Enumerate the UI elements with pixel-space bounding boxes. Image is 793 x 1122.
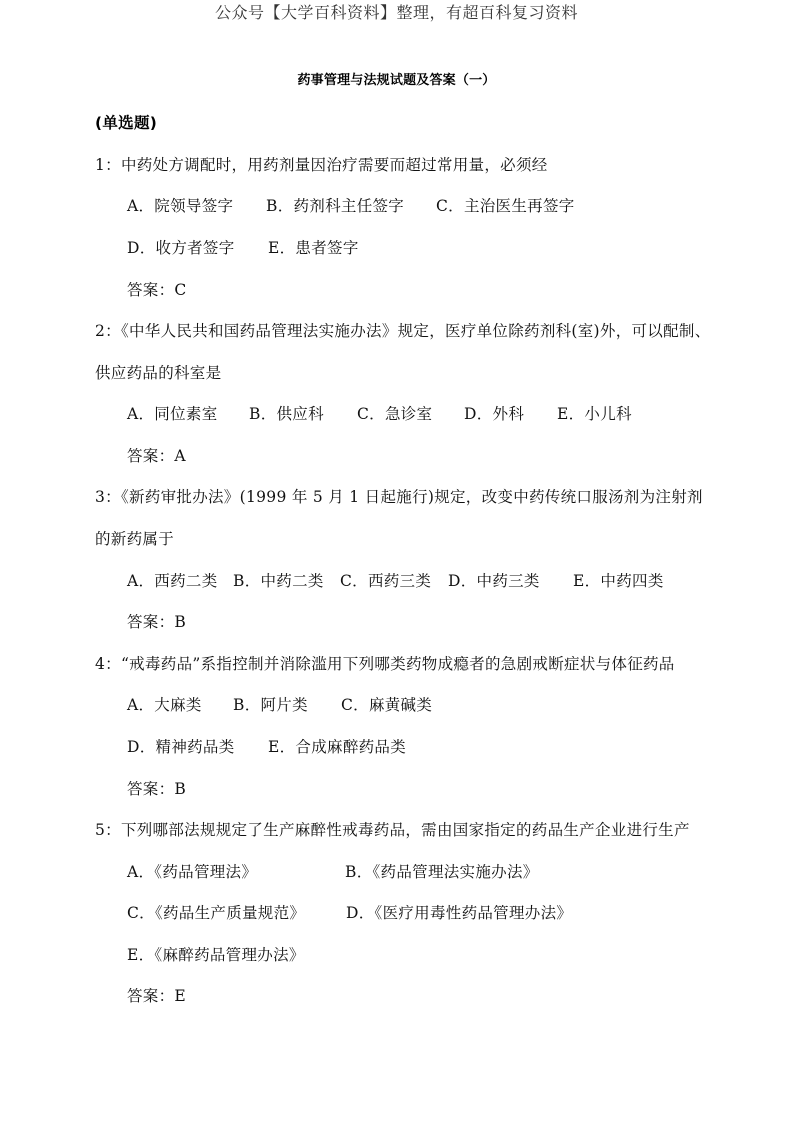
option-e: E．患者签字 xyxy=(268,239,359,257)
option-a: A．同位素室 xyxy=(127,405,218,423)
question-stem: 4：“戒毒药品”系指控制并消除滥用下列哪类药物成瘾者的急剧戒断症状与体征药品 xyxy=(95,655,675,673)
option-e: E．《麻醉药品管理办法》 xyxy=(127,946,305,964)
option-d: D．外科 xyxy=(464,405,525,423)
question-stem: 1：中药处方调配时，用药剂量因治疗需要而超过常用量，必须经 xyxy=(95,156,548,174)
question-stem-continued: 的新药属于 xyxy=(95,530,175,548)
option-b: B．药剂科主任签字 xyxy=(266,197,405,215)
answer: 答案：C xyxy=(127,281,187,299)
option-e: E．中药四类 xyxy=(573,572,664,590)
answer: 答案：B xyxy=(127,780,187,798)
option-c: C．《药品生产质量规范》 xyxy=(127,904,306,922)
option-a: A．院领导签字 xyxy=(127,197,234,215)
option-b: B．供应科 xyxy=(249,405,324,423)
option-e: E．小儿科 xyxy=(557,405,632,423)
option-c: C．急诊室 xyxy=(357,405,433,423)
option-b: B．中药二类 xyxy=(233,572,324,590)
document-title: 药事管理与法规试题及答案（一） xyxy=(297,73,496,88)
option-c: C．麻黄碱类 xyxy=(341,696,433,714)
question-stem: 5：下列哪部法规规定了生产麻醉性戒毒药品，需由国家指定的药品生产企业进行生产 xyxy=(95,821,690,839)
question-stem: 3：《新药审批办法》(1999 年 5 月 1 日起施行)规定，改变中药传统口服汤剂为注射剂 xyxy=(95,488,703,506)
option-d: D．收方者签字 xyxy=(127,239,235,257)
answer: 答案：E xyxy=(127,987,187,1005)
option-b: B．《药品管理法实施办法》 xyxy=(345,863,539,881)
answer: 答案：A xyxy=(127,447,186,465)
question-stem: 2：《中华人民共和国药品管理法实施办法》规定，医疗单位除药剂科(室)外，可以配制、 xyxy=(95,322,711,340)
option-c: C．西药三类 xyxy=(340,572,432,590)
watermark-header: 公众号【大学百科资料】整理，有超百科复习资料 xyxy=(214,3,578,22)
option-d: D．《医疗用毒性药品管理办法》 xyxy=(346,904,573,922)
option-a: A．大麻类 xyxy=(127,696,202,714)
option-c: C．主治医生再签字 xyxy=(436,197,575,215)
option-d: D．精神药品类 xyxy=(127,738,235,756)
answer: 答案：B xyxy=(127,613,187,631)
option-a: A．《药品管理法》 xyxy=(127,863,258,881)
option-d: D．中药三类 xyxy=(448,572,540,590)
option-e: E．合成麻醉药品类 xyxy=(268,738,407,756)
section-heading: (单选题) xyxy=(95,114,158,132)
question-stem-continued: 供应药品的科室是 xyxy=(95,364,222,382)
option-a: A．西药二类 xyxy=(127,572,218,590)
option-b: B．阿片类 xyxy=(233,696,308,714)
